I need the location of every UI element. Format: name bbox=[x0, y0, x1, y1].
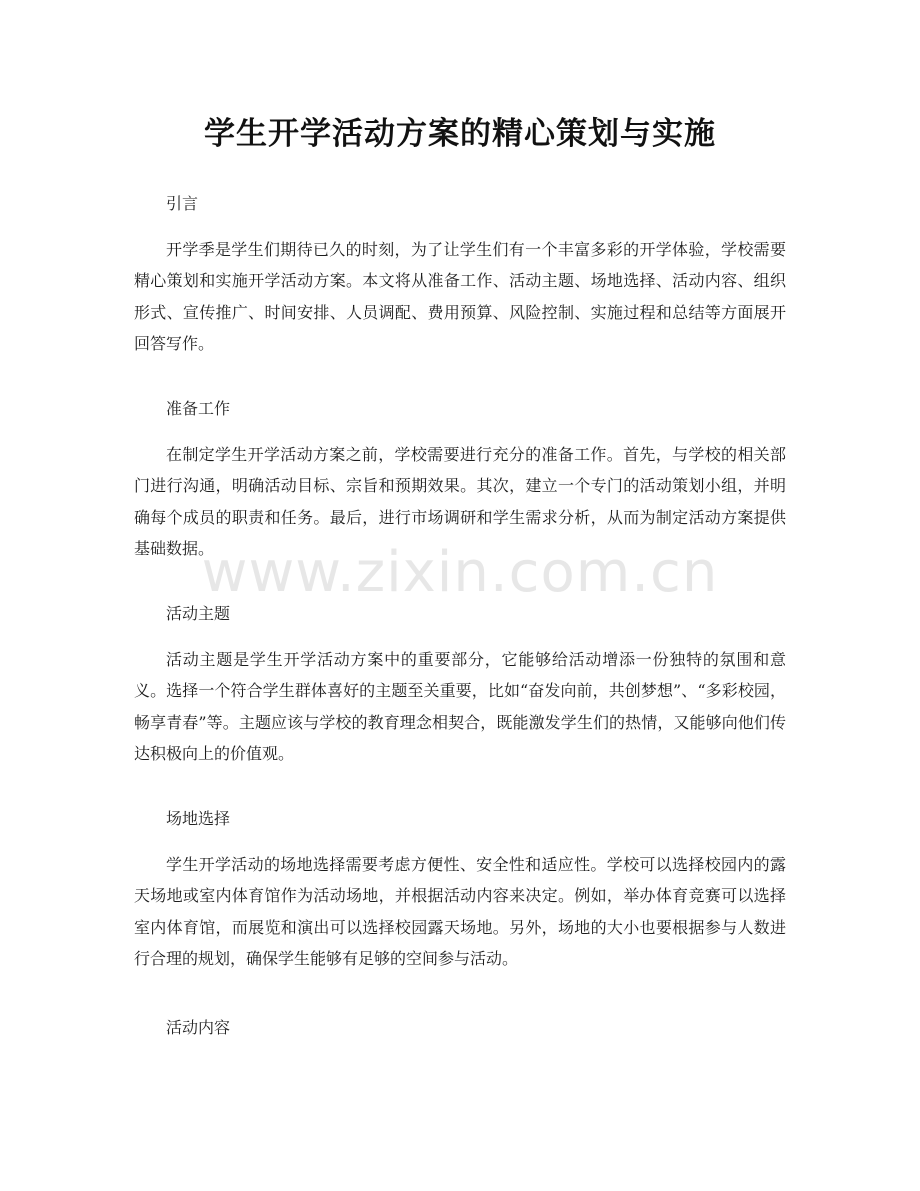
section-body-preparation: 在制定学生开学活动方案之前，学校需要进行充分的准备工作。首先，与学校的相关部门进行沟通，明确活动目标、宗旨和预期效果。其次，建立一个专门的活动策划小组，并明确每个成员的职责和任务。最后，进行市场调研和学生需求分析，从而为制定活动方案提供基础数据。 bbox=[134, 445, 786, 559]
section-heading-venue: 场地选择 bbox=[166, 809, 231, 828]
watermark-text: www.zixin.com.cn bbox=[201, 540, 719, 605]
document-title: 学生开学活动方案的精心策划与实施 bbox=[204, 116, 716, 152]
section-heading-preparation: 准备工作 bbox=[166, 399, 231, 418]
section-body-venue: 学生开学活动的场地选择需要考虑方便性、安全性和适应性。学校可以选择校园内的露天场地或室内体育馆作为活动场地，并根据活动内容来决定。例如，举办体育竞赛可以选择室内体育馆，而展览和演出可以选择校园露天场地。另外，场地的大小也要根据参与人数进行合理的规划，确保学生能够有足够的空间参与活动。 bbox=[134, 855, 786, 969]
section-heading-content: 活动内容 bbox=[166, 1018, 231, 1037]
section-heading-theme: 活动主题 bbox=[166, 604, 231, 623]
section-heading-intro: 引言 bbox=[166, 194, 199, 213]
section-body-theme: 活动主题是学生开学活动方案中的重要部分，它能够给活动增添一份独特的氛围和意义。选择一个符合学生群体喜好的主题至关重要，比如“奋发向前，共创梦想”、“多彩校园，畅享青春”等。主题应该与学校的教育理念相契合，既能激发学生们的热情，又能够向他们传达积极向上的价值观。 bbox=[134, 650, 786, 764]
section-body-intro: 开学季是学生们期待已久的时刻，为了让学生们有一个丰富多彩的开学体验，学校需要精心策划和实施开学活动方案。本文将从准备工作、活动主题、场地选择、活动内容、组织形式、宣传推广、时间安排、人员调配、费用预算、风险控制、实施过程和总结等方面展开回答写作。 bbox=[134, 240, 786, 354]
